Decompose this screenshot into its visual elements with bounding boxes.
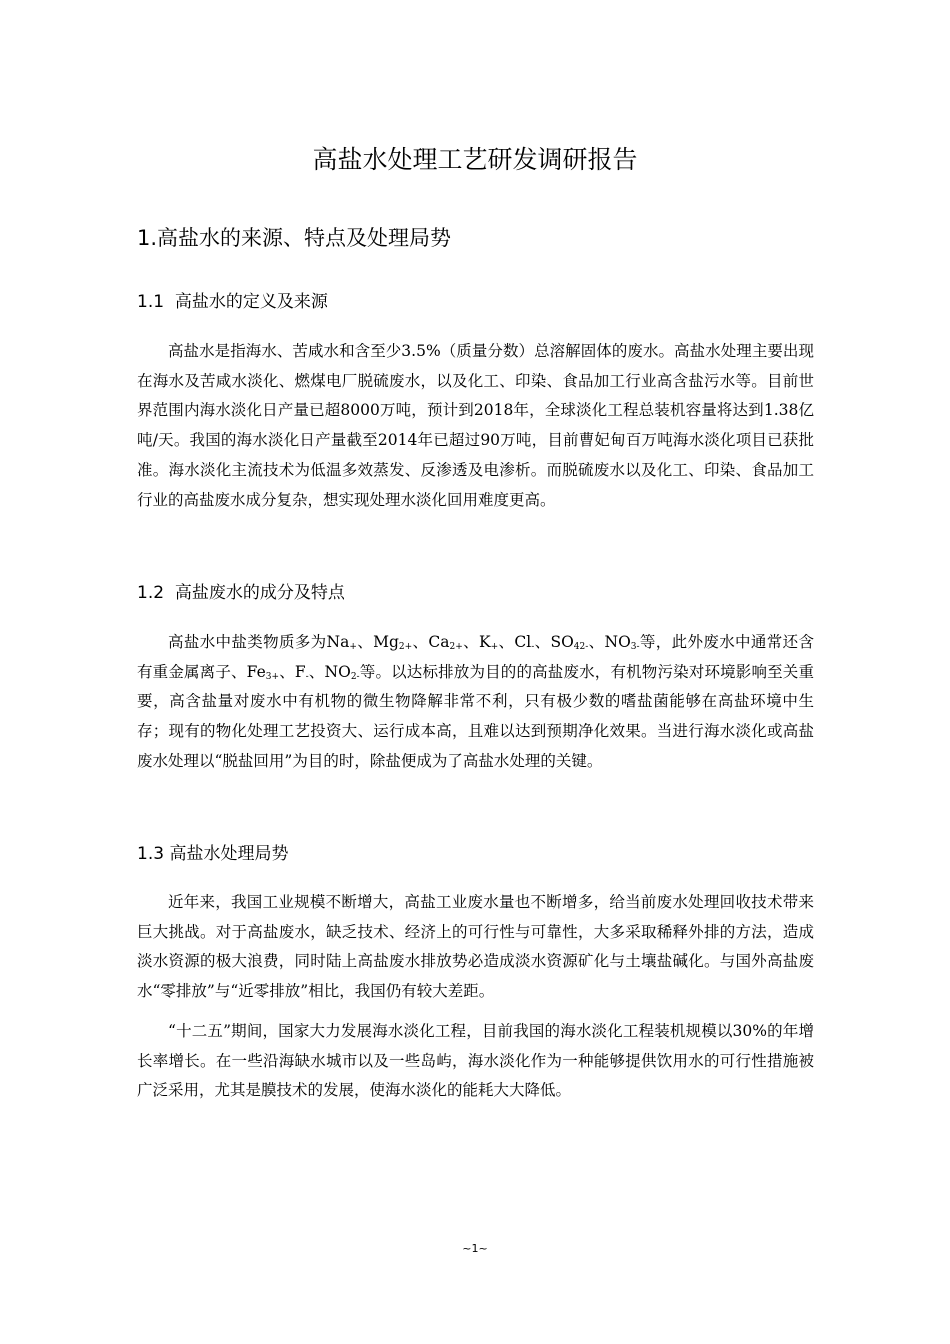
page-number: ~1~ — [462, 1242, 488, 1255]
document-title: 高盐水处理工艺研发调研报告 — [312, 145, 638, 174]
paragraph-1-3-b: “十二五”期间，国家大力发展海水淡化工程，目前我国的海水淡化工程装机规模以30%的年增长率增长。在一些沿海缺水城市以及一些岛屿，海水淡化作为一种能够提供饮用水的可行性措施被广泛采用，尤其是膜技术的发展，使海水淡化的能耗大大降低。 — [137, 1022, 814, 1100]
section-heading-1-1: 1.1 高盐水的定义及来源 — [137, 292, 328, 312]
section-heading-1: 1.高盐水的来源、特点及处理局势 — [137, 226, 452, 250]
paragraph-1-2: 高盐水中盐类物质多为$Na_+$、$Mg_{2+}$、$Ca_{2+}$、$K_+$、$Cl_-$、$SO_{42-}$、$NO_{3-}$等，此外废水中通常还含有重金属离子、$Fe_{3+}$、$F_-$、$NO_{2-}$等。以达标排放为目的的高盐废水，有机物污染对环境影响至关重要，高含盐量对废水中有机物的微生物降解非常不利，只有极少数的嗜盐菌能够在高盐环境中生存；现有的物化处理工艺投资大、运行成本高，且难以达到预期净化效果。当进行海水淡化或高盐废水处理以“脱盐回用”为目的时，除盐便成为了高盐水处理的关键。 — [137, 633, 814, 770]
section-heading-1-3: 1.3 高盐水处理局势 — [137, 844, 289, 864]
section-heading-1-2: 1.2 高盐废水的成分及特点 — [137, 583, 345, 603]
paragraph-1-3-a: 近年来，我国工业规模不断增大，高盐工业废水量也不断增多，给当前废水处理回收技术带来巨大挑战。对于高盐废水，缺乏技术、经济上的可行性与可靠性，大多采取稀释外排的方法，造成淡水资源的极大浪费，同时陆上高盐废水排放势必造成淡水资源矿化与土壤盐碱化。与国外高盐废水“零排放”与“近零排放”相比，我国仍有较大差距。 — [137, 893, 814, 1001]
paragraph-1-1: 高盐水是指海水、苦咸水和含至少3.5%（质量分数）总溶解固体的废水。高盐水处理主要出现在海水及苦咸水淡化、燃煤电厂脱硫废水，以及化工、印染、食品加工行业高含盐污水等。目前世界范围内海水淡化日产量已超8000万吨，预计到2018年，全球淡化工程总装机容量将达到1.38亿吨/天。我国的海水淡化日产量截至2014年已超过90万吨，目前曹妃甸百万吨海水淡化项目已获批准。海水淡化主流技术为低温多效蒸发、反渗透及电渗析。而脱硫废水以及化工、印染、食品加工行业的高盐废水成分复杂，想实现处理水淡化回用难度更高。 — [137, 342, 814, 509]
